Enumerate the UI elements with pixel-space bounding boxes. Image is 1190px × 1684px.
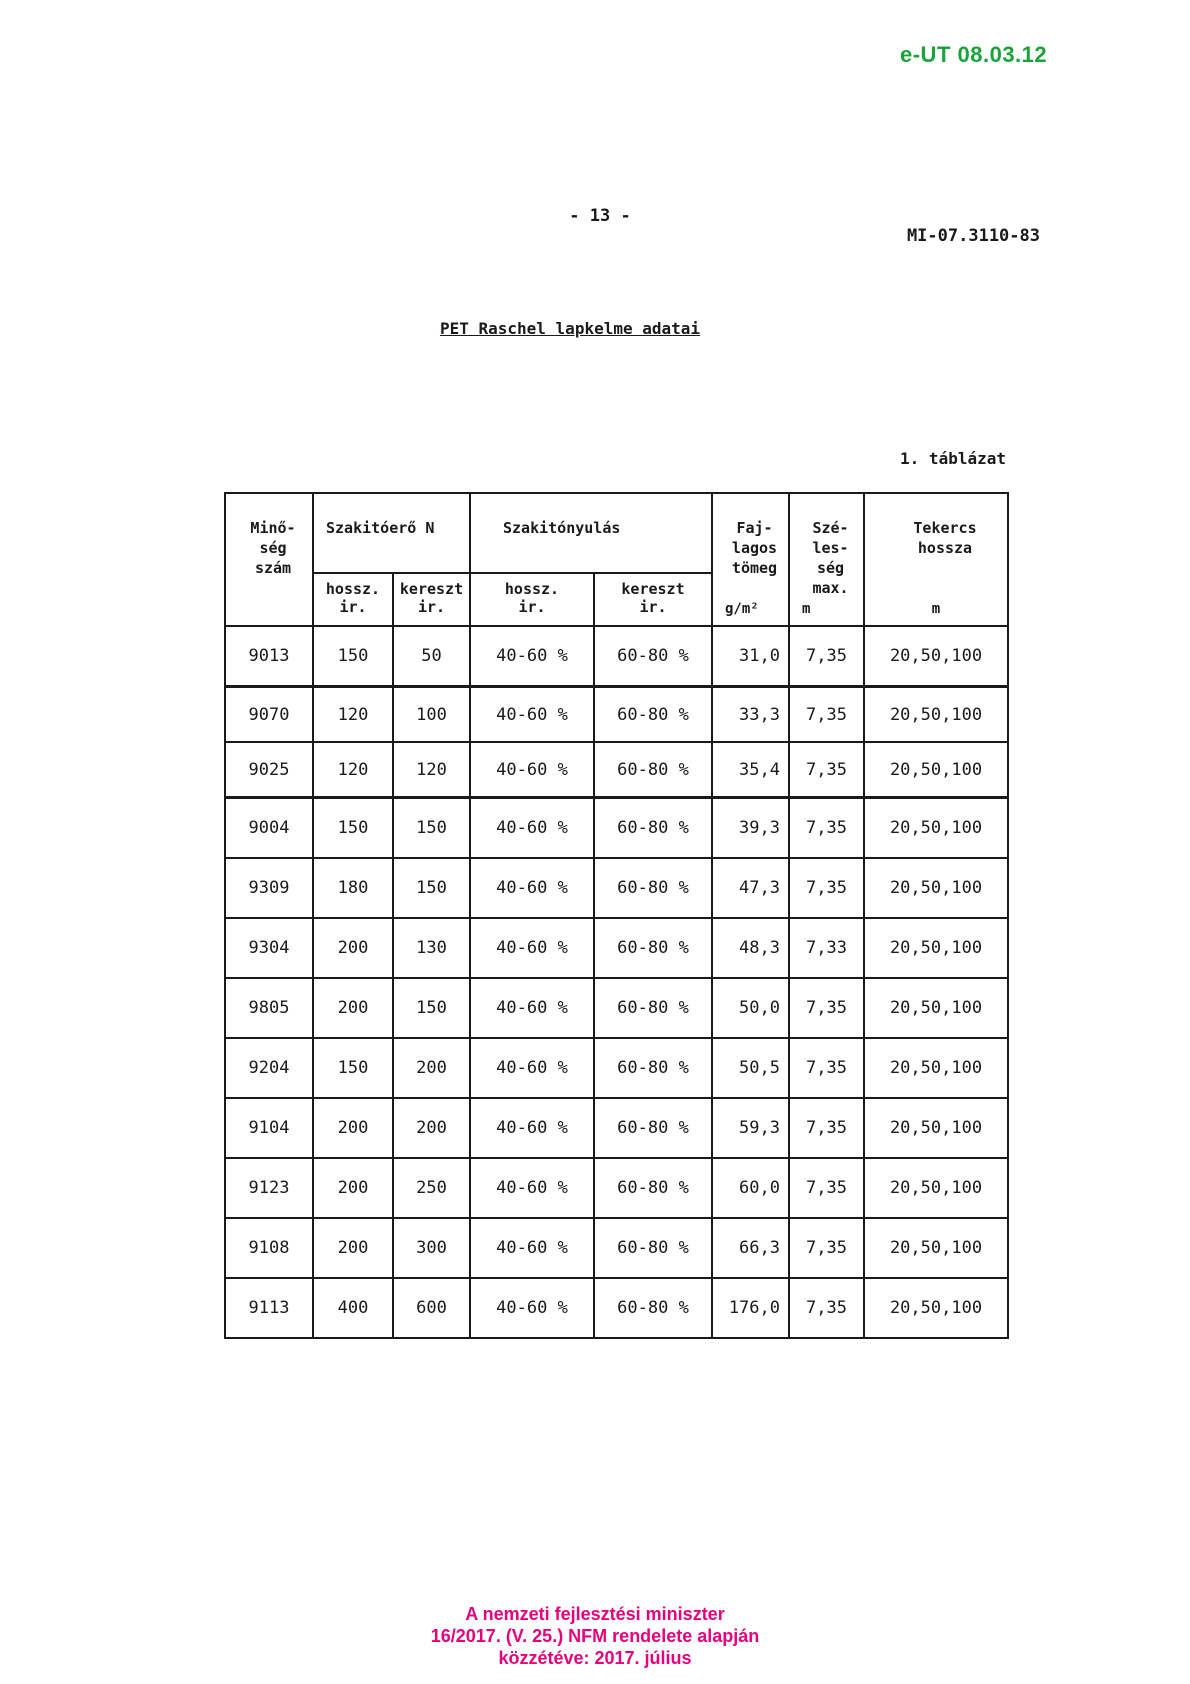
cell-e-long: 40-60 % (470, 1038, 594, 1098)
cell-id: 9113 (225, 1278, 313, 1338)
header-elongation-long: hossz. ir. (470, 573, 594, 626)
cell-f-cross: 300 (393, 1218, 470, 1278)
header-elongation-cross: kereszt ir. (594, 573, 712, 626)
cell-width: 7,35 (789, 1278, 864, 1338)
table-row (225, 687, 1008, 743)
cell-e-cross: 60-80 % (594, 1278, 712, 1338)
cell-id: 9025 (225, 742, 313, 798)
cell-f-cross: 50 (393, 626, 470, 687)
cell-e-cross: 60-80 % (594, 978, 712, 1038)
table-row (225, 1158, 1008, 1218)
cell-roll: 20,50,100 (864, 687, 1008, 743)
cell-f-cross: 150 (393, 798, 470, 859)
cell-id: 9304 (225, 918, 313, 978)
cell-e-long: 40-60 % (470, 918, 594, 978)
standard-code: MI-07.3110-83 (906, 226, 1040, 246)
cell-id: 9004 (225, 798, 313, 859)
table-row (225, 918, 1008, 978)
cell-weight: 50,5 (712, 1038, 789, 1098)
cell-e-long: 40-60 % (470, 978, 594, 1038)
cell-weight: 31,0 (712, 626, 789, 687)
table-row (225, 1278, 1008, 1338)
cell-weight: 60,0 (712, 1158, 789, 1218)
cell-e-cross: 60-80 % (594, 858, 712, 918)
cell-weight: 66,3 (712, 1218, 789, 1278)
table-row (225, 1038, 1008, 1098)
cell-weight: 176,0 (712, 1278, 789, 1338)
cell-e-long: 40-60 % (470, 1278, 594, 1338)
cell-roll: 20,50,100 (864, 1218, 1008, 1278)
cell-id: 9070 (225, 687, 313, 743)
cell-roll: 20,50,100 (864, 978, 1008, 1038)
cell-f-long: 120 (313, 687, 393, 743)
cell-f-cross: 600 (393, 1278, 470, 1338)
cell-f-long: 200 (313, 1218, 393, 1278)
cell-f-long: 180 (313, 858, 393, 918)
cell-roll: 20,50,100 (864, 1038, 1008, 1098)
cell-weight: 39,3 (712, 798, 789, 859)
cell-roll: 20,50,100 (864, 1278, 1008, 1338)
cell-f-cross: 120 (393, 742, 470, 798)
cell-id: 9013 (225, 626, 313, 687)
cell-e-long: 40-60 % (470, 798, 594, 859)
cell-weight: 50,0 (712, 978, 789, 1038)
cell-f-long: 120 (313, 742, 393, 798)
publication-note (395, 1603, 795, 1669)
cell-weight: 59,3 (712, 1098, 789, 1158)
cell-width: 7,35 (789, 1098, 864, 1158)
cell-id: 9104 (225, 1098, 313, 1158)
cell-f-long: 200 (313, 1158, 393, 1218)
cell-e-long: 40-60 % (470, 626, 594, 687)
header-quality-number: Minő- ség szám (225, 493, 313, 626)
cell-e-long: 40-60 % (470, 1098, 594, 1158)
header-specific-weight: Faj- lagos tömeg g/m² (712, 493, 789, 626)
cell-f-long: 200 (313, 918, 393, 978)
cell-width: 7,35 (789, 1218, 864, 1278)
cell-f-cross: 150 (393, 978, 470, 1038)
cell-f-cross: 200 (393, 1038, 470, 1098)
cell-roll: 20,50,100 (864, 798, 1008, 859)
cell-f-long: 150 (313, 1038, 393, 1098)
cell-e-cross: 60-80 % (594, 1158, 712, 1218)
cell-id: 9309 (225, 858, 313, 918)
header-width: Szé- les- ség max. m (789, 493, 864, 626)
cell-roll: 20,50,100 (864, 918, 1008, 978)
cell-f-cross: 130 (393, 918, 470, 978)
cell-weight: 33,3 (712, 687, 789, 743)
cell-id: 9108 (225, 1218, 313, 1278)
cell-e-long: 40-60 % (470, 1218, 594, 1278)
cell-weight: 47,3 (712, 858, 789, 918)
cell-roll: 20,50,100 (864, 742, 1008, 798)
header-force-long: hossz. ir. (313, 573, 393, 626)
cell-f-long: 200 (313, 978, 393, 1038)
cell-width: 7,35 (789, 798, 864, 859)
header-tensile-force: Szakitóerő N (313, 493, 470, 573)
table-row (225, 1098, 1008, 1158)
weight-unit: g/m² (725, 601, 759, 617)
cell-id: 9204 (225, 1038, 313, 1098)
cell-f-cross: 250 (393, 1158, 470, 1218)
table-caption: 1. táblázat (900, 449, 1006, 468)
cell-f-cross: 200 (393, 1098, 470, 1158)
cell-e-cross: 60-80 % (594, 1098, 712, 1158)
page-title: PET Raschel lapkelme adatai (439, 319, 701, 338)
cell-e-cross: 60-80 % (594, 1218, 712, 1278)
cell-width: 7,35 (789, 687, 864, 743)
table-row (225, 978, 1008, 1038)
header-roll-length: Tekercs hossza m (864, 493, 1008, 626)
cell-f-long: 150 (313, 798, 393, 859)
cell-roll: 20,50,100 (864, 1098, 1008, 1158)
cell-width: 7,35 (789, 978, 864, 1038)
cell-f-cross: 100 (393, 687, 470, 743)
cell-f-long: 400 (313, 1278, 393, 1338)
cell-roll: 20,50,100 (864, 626, 1008, 687)
data-table (224, 492, 1009, 1339)
cell-width: 7,35 (789, 858, 864, 918)
cell-id: 9805 (225, 978, 313, 1038)
width-unit: m (802, 601, 811, 617)
cell-id: 9123 (225, 1158, 313, 1218)
cell-width: 7,33 (789, 918, 864, 978)
cell-width: 7,35 (789, 1158, 864, 1218)
table-body (225, 626, 1008, 1338)
publication-note-line: közzétéve: 2017. július (498, 1648, 692, 1668)
publication-note-line: 16/2017. (V. 25.) NFM rendelete alapján (430, 1626, 760, 1646)
document-code-stamp: e-UT 08.03.12 (900, 42, 1048, 67)
header-force-cross: kereszt ir. (393, 573, 470, 626)
cell-e-cross: 60-80 % (594, 918, 712, 978)
table-row (225, 1218, 1008, 1278)
cell-f-cross: 150 (393, 858, 470, 918)
cell-weight: 35,4 (712, 742, 789, 798)
table-row (225, 858, 1008, 918)
cell-f-long: 150 (313, 626, 393, 687)
cell-roll: 20,50,100 (864, 1158, 1008, 1218)
cell-roll: 20,50,100 (864, 858, 1008, 918)
cell-e-cross: 60-80 % (594, 626, 712, 687)
publication-note-line: A nemzeti fejlesztési miniszter (465, 1604, 725, 1624)
cell-e-long: 40-60 % (470, 687, 594, 743)
cell-e-cross: 60-80 % (594, 1038, 712, 1098)
cell-width: 7,35 (789, 626, 864, 687)
table-row (225, 742, 1008, 798)
header-elongation: Szakitónyulás (470, 493, 712, 573)
table-row (225, 798, 1008, 859)
cell-e-long: 40-60 % (470, 742, 594, 798)
roll-unit: m (931, 601, 941, 617)
cell-f-long: 200 (313, 1098, 393, 1158)
cell-e-cross: 60-80 % (594, 798, 712, 859)
cell-weight: 48,3 (712, 918, 789, 978)
cell-e-cross: 60-80 % (594, 687, 712, 743)
cell-width: 7,35 (789, 742, 864, 798)
cell-e-long: 40-60 % (470, 1158, 594, 1218)
cell-e-long: 40-60 % (470, 858, 594, 918)
page-number: - 13 - (569, 206, 631, 226)
table-row (225, 626, 1008, 687)
cell-width: 7,35 (789, 1038, 864, 1098)
cell-e-cross: 60-80 % (594, 742, 712, 798)
